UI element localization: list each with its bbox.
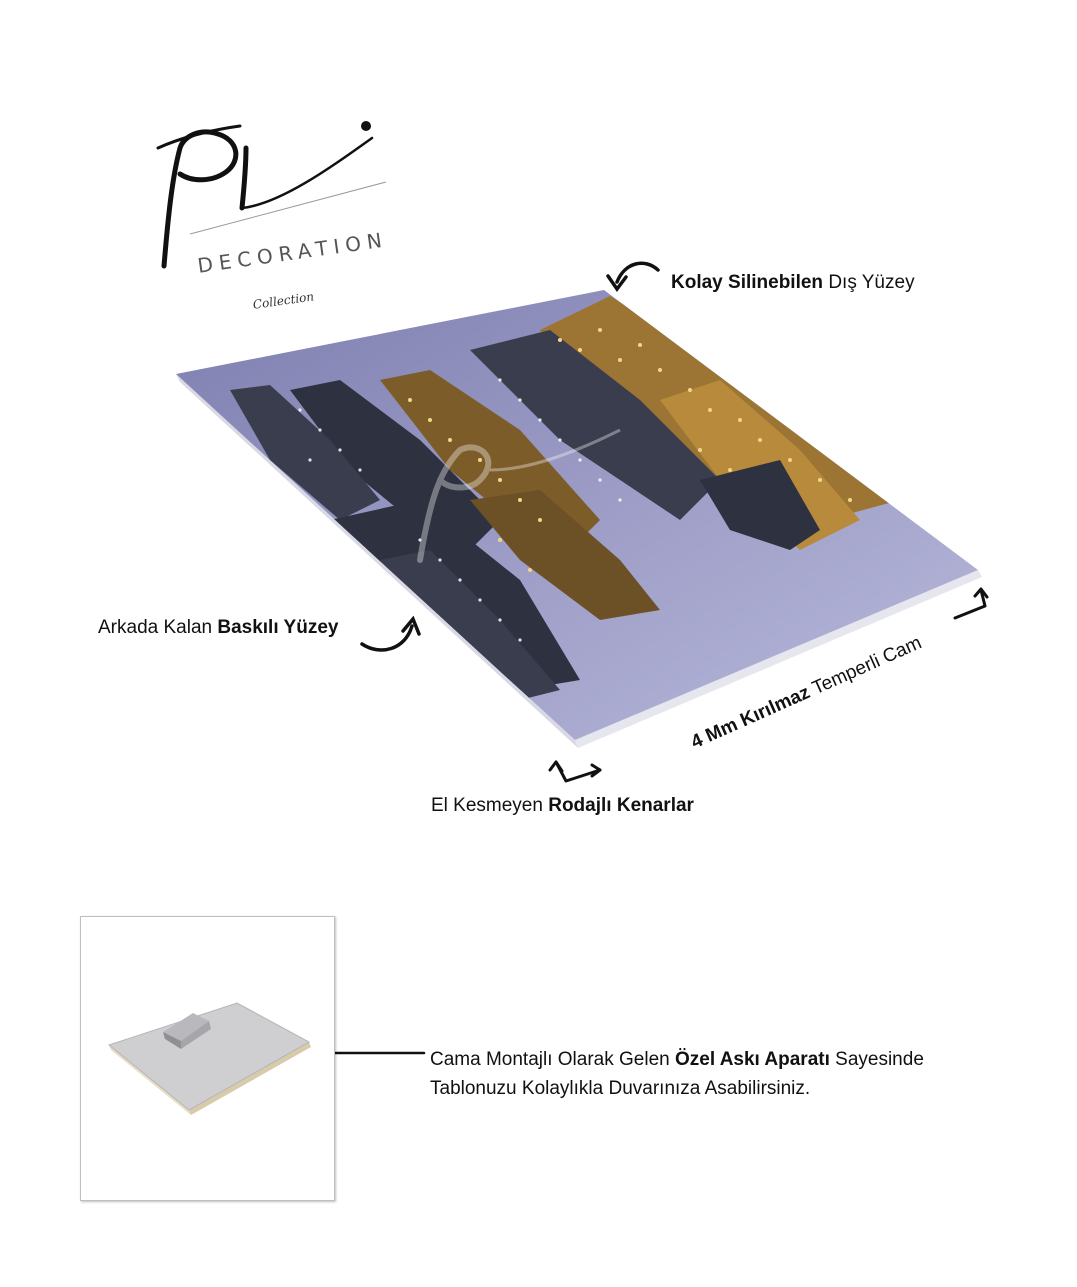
callout-hanger-rest: Sayesinde	[829, 1049, 924, 1070]
callout-hanger-bold: Özel Askı Aparatı	[675, 1049, 830, 1070]
callout-diag-rest: Temperli Cam	[804, 632, 925, 702]
curved-arrow-icon	[362, 619, 419, 650]
callout-hanger-line2: Tablonuzu Kolaylıkla Duvarınıza Asabilirsiniz.	[430, 1078, 811, 1099]
corner-arrows-icon	[550, 762, 600, 781]
callout-left-lead: Arkada Kalan	[98, 617, 218, 638]
callout-printed-back-surface	[98, 617, 338, 639]
logo-subtitle: Collection	[252, 289, 315, 312]
corner-arrow-icon	[955, 589, 987, 618]
callout-bottom-lead: El Kesmeyen	[431, 795, 549, 816]
callout-hanger-lead: Cama Montajlı Olarak Gelen	[430, 1049, 675, 1070]
hanger-bracket-icon	[81, 917, 334, 1200]
callout-special-hanger	[430, 1045, 1050, 1103]
callout-diag-bold: 4 Mm Kırılmaz	[688, 682, 814, 754]
callout-polished-edges	[431, 795, 694, 817]
curved-arrow-icon	[608, 263, 658, 289]
hanger-product-image	[80, 916, 335, 1201]
left-arrow-icon	[320, 1046, 424, 1060]
callout-top-rest: Dış Yüzey	[823, 272, 915, 293]
callout-left-bold: Baskılı Yüzey	[217, 617, 339, 638]
callout-bottom-bold: Rodajlı Kenarlar	[548, 795, 694, 816]
logo-word: DECORATION	[196, 227, 390, 278]
callout-top-bold: Kolay Silinebilen	[671, 272, 824, 293]
callout-easy-clean-surface	[671, 272, 915, 294]
